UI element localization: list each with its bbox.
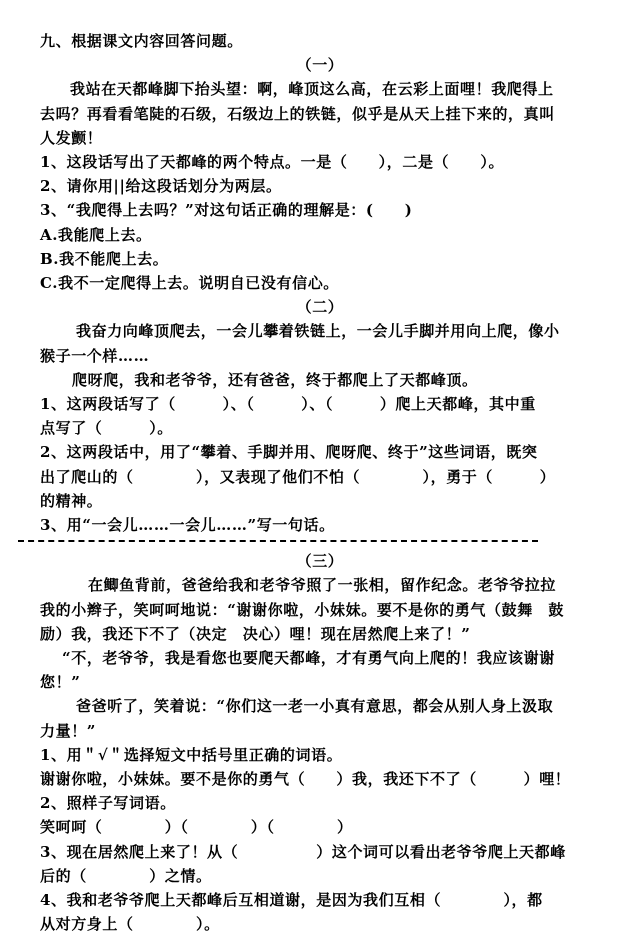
text-line: B.我不能爬上去。 [40,249,169,268]
text-line: 爬呀爬，我和老爷爷，还有爸爸，终于都爬上了天都峰顶。 [72,370,478,389]
text-line: 3、“我爬得上去吗？”对这句话正确的理解是：( ) [40,201,413,220]
text-line: 爸爸听了，笑着说：“你们这一老一小真有意思，都会从别人身上汲取 [76,697,554,716]
text-line: 1、这段话写出了天都峰的两个特点。一是（ ），二是（ ）。 [40,153,505,171]
text-line: 笑呵呵（ ）（ ）（ ） [40,818,353,837]
text-line: 点写了（ ）。 [40,419,173,438]
dashed-divider [18,540,538,542]
text-line: 您！” [40,673,81,692]
text-line: 3、用“一会儿……一会儿……”写一句话。 [40,516,335,534]
text-line: 力量！” [40,721,97,740]
part-heading: （三） [296,552,344,571]
text-line: 1、这两段话写了（ ）、（ ）、（ ）爬上天都峰，其中重 [40,395,536,413]
text-line: 励）我，我还下不了（决定 决心）哩！现在居然爬上来了！” [40,624,471,643]
text-line: 人发颤！ [40,128,103,147]
text-line: 九、根据课文内容回答问题。 [40,32,243,50]
text-line: 在鲫鱼背前，爸爸给我和老爷爷照了一张相，留作纪念。老爷爷拉拉 [88,576,557,595]
text-line: “不，老爷爷，我是看您也要爬天都峰，才有勇气向上爬的！我应该谢谢 [62,649,555,667]
text-line: 去吗？再看看笔陡的石级，石级边上的铁链，似乎是从天上挂下来的，真叫 [40,104,555,123]
text-line: 我站在天都峰脚下抬头望：啊，峰顶这么高，在云彩上面哩！我爬得上 [70,80,554,99]
text-line: 3、现在居然爬上来了！从（ ）这个词可以看出老爷爷爬上天都峰 [40,842,566,861]
text-line: 4、我和老爷爷爬上天都峰后互相道谢，是因为我们互相（ ），都 [40,891,543,909]
text-line: 出了爬山的（ ），又表现了他们不怕（ ），勇于（ ） [40,467,556,486]
part-heading: （一） [296,56,344,75]
text-line: 2、请你用||给这段话划分为两层。 [40,177,282,196]
text-line: 谢谢你啦，小妹妹。要不是你的勇气（ ）我，我还下不了（ ）哩！ [40,770,571,788]
text-line: 我的小辫子，笑呵呵地说：“谢谢你啦，小妹妹。要不是你的勇气（鼓舞 鼓 [40,600,565,619]
text-line: 1、用＂√＂选择短文中括号里正确的词语。 [40,745,343,764]
text-line: 猴子一个样…… [40,346,150,365]
text-line: C.我不一定爬得上去。说明自已没有信心。 [40,274,339,292]
text-line: 我奋力向峰顶爬去，一会儿攀着铁链上，一会儿手脚并用向上爬，像小 [76,322,560,341]
part-heading: （二） [296,298,344,317]
text-line: 2、照样子写词语。 [40,794,176,813]
text-line: 的精神。 [40,491,103,510]
text-line: A.我能爬上去。 [40,225,152,244]
text-line: 后的（ ）之情。 [40,866,212,885]
text-line: 从对方身上（ ）。 [40,915,220,934]
text-line: 2、这两段话中，用了“攀着、手脚并用、爬呀爬、终于”这些词语，既突 [40,443,538,462]
